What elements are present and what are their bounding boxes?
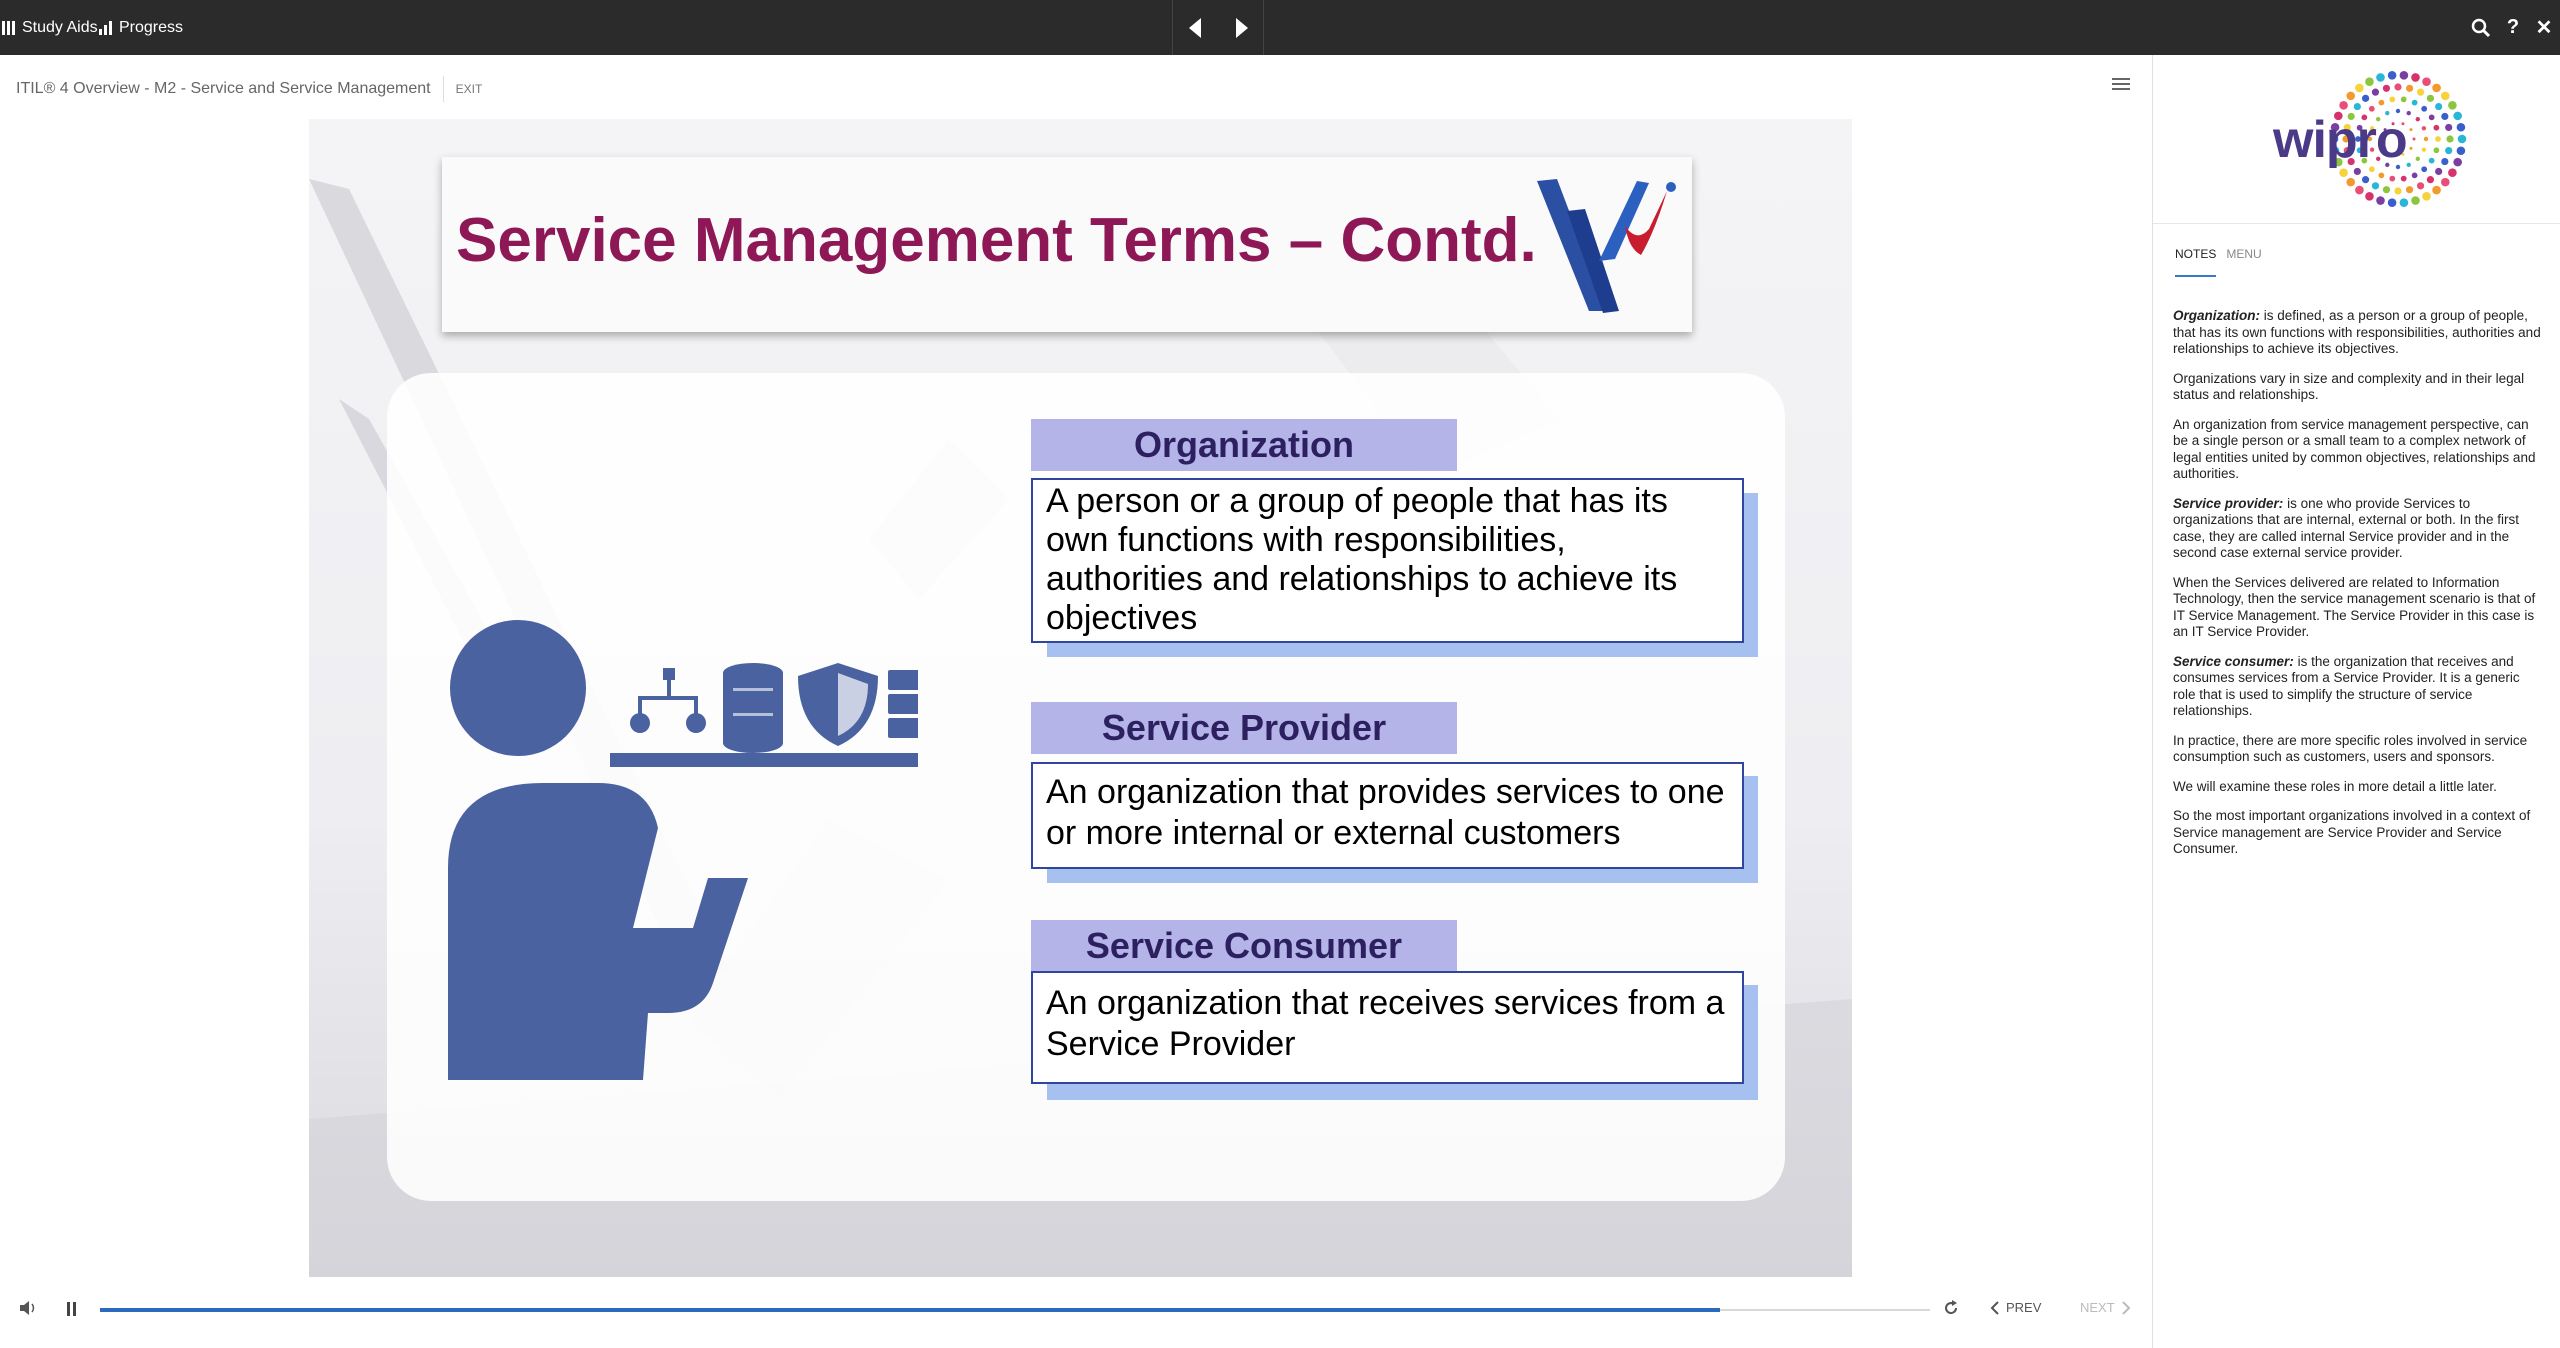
wipro-w-logo-icon	[1537, 171, 1687, 316]
tab-menu[interactable]: MENU	[2226, 247, 2262, 261]
logo-dot	[2400, 198, 2409, 207]
player-control-bar	[0, 1280, 2152, 1348]
logo-dot	[2411, 196, 2420, 205]
term-definition-service-provider: An organization that provides services to one or more internal or external customers	[1031, 762, 1744, 869]
triangle-left-icon	[1189, 18, 1203, 38]
logo-dot	[2365, 192, 2374, 201]
logo-dot	[2378, 100, 2384, 106]
chevron-left-icon	[1990, 1301, 2000, 1315]
replay-icon	[1943, 1300, 1959, 1316]
logo-area	[2153, 55, 2560, 224]
logo-dot	[2421, 166, 2427, 172]
study-aids-button[interactable]	[2, 0, 98, 55]
logo-dot	[2376, 73, 2385, 82]
logo-dot	[2453, 158, 2462, 167]
logo-dot	[2435, 168, 2442, 175]
logo-dot	[2445, 147, 2452, 154]
logo-dot	[2457, 123, 2466, 132]
logo-dot	[2372, 182, 2379, 189]
logo-dot	[2457, 146, 2466, 155]
logo-dot	[2409, 128, 2412, 131]
logo-dot	[2406, 85, 2413, 92]
logo-dot	[2376, 196, 2385, 205]
sidebar-tabs	[2175, 247, 2272, 277]
next-slide-button[interactable]	[1218, 0, 1263, 55]
help-button[interactable]	[2498, 0, 2528, 55]
course-title: ITIL® 4 Overview - M2 - Service and Service Management	[16, 80, 431, 97]
logo-dot	[2339, 101, 2348, 110]
note-paragraph: Service provider: is one who provide Services to organizations that are internal, external or both. In the first case, they are called internal Service provider and in the second case external service provider.	[2173, 495, 2519, 560]
logo-dot	[2346, 92, 2355, 101]
logo-dot	[2355, 84, 2364, 93]
note-paragraph: Service consumer: is the organization that receives and consumes services from a Service Provider. It is a generic role that is used to simplify the structure of service relationships.	[2173, 653, 2520, 718]
logo-dot	[2417, 182, 2424, 189]
logo-dot	[2422, 126, 2426, 130]
search-button[interactable]	[2466, 0, 2496, 55]
wipro-logo-text: wipro	[2273, 111, 2407, 169]
slide-title: Service Management Terms – Contd.	[456, 206, 1537, 275]
logo-dot	[2401, 176, 2407, 182]
service-person-icon	[448, 618, 918, 1080]
top-toolbar	[0, 0, 2560, 55]
logo-dot	[2441, 178, 2450, 187]
logo-dot	[2372, 89, 2379, 96]
logo-dot	[2427, 176, 2434, 183]
speaker-icon	[20, 1300, 38, 1316]
close-button[interactable]	[2529, 0, 2559, 55]
logo-dot	[2435, 103, 2442, 110]
logo-dot	[2424, 137, 2428, 141]
term-heading-organization: Organization	[1031, 419, 1457, 471]
prev-button[interactable]	[1990, 1300, 2041, 1315]
logo-dot	[2401, 97, 2407, 103]
logo-dot	[2413, 138, 2416, 141]
logo-dot	[2448, 101, 2457, 110]
logo-dot	[2429, 114, 2435, 120]
progress-button[interactable]	[99, 0, 183, 55]
previous-slide-button[interactable]	[1173, 0, 1218, 55]
pause-button[interactable]	[66, 1301, 78, 1321]
logo-dot	[2365, 77, 2374, 86]
logo-dot	[2383, 85, 2390, 92]
logo-dot	[2445, 124, 2452, 131]
logo-dot	[2394, 83, 2401, 90]
logo-dot	[2433, 125, 2439, 131]
search-icon	[2471, 18, 2491, 38]
logo-dot	[2378, 172, 2384, 178]
logo-dot	[2409, 147, 2412, 150]
study-aids-icon	[2, 19, 18, 37]
logo-dot	[2421, 106, 2427, 112]
logo-dot	[2433, 147, 2439, 153]
term-heading-service-provider: Service Provider	[1031, 702, 1457, 754]
logo-dot	[2362, 176, 2369, 183]
logo-dot	[2411, 73, 2420, 82]
term-definition-organization: A person or a group of people that has its own functions with responsibilities, authorities and relationships to achieve its objectives	[1031, 478, 1744, 643]
logo-dot	[2389, 176, 2395, 182]
note-paragraph: When the Services delivered are related to Information Technology, then the service management scenario is that of IT Service Management. The Service Provider in this case is an IT Service Provider.	[2173, 574, 2536, 639]
term-heading-service-consumer: Service Consumer	[1031, 920, 1457, 972]
progress-label: Progress	[119, 18, 184, 36]
logo-dot	[2427, 95, 2434, 102]
logo-dot	[2388, 198, 2397, 207]
logo-dot	[2453, 112, 2462, 121]
logo-dot	[2412, 172, 2418, 178]
breadcrumb	[16, 76, 482, 102]
logo-dot	[2435, 136, 2441, 142]
logo-dot	[2389, 97, 2395, 103]
note-paragraph: An organization from service management perspective, can be a single person or a small team to a complex network of legal entities united by common objectives, relationships and authorities.	[2173, 416, 2536, 481]
logo-dot	[2394, 187, 2401, 194]
note-paragraph: So the most important organizations involved in a context of Service management are Service Provider and Service Consumer.	[2173, 808, 2531, 856]
logo-dot	[2441, 158, 2448, 165]
logo-dot	[2422, 77, 2431, 86]
logo-dot	[2406, 186, 2413, 193]
logo-dot	[2429, 158, 2435, 164]
slide-nav	[1172, 0, 1264, 55]
progress-bars-icon	[99, 19, 115, 37]
term-definition-service-consumer: An organization that receives services from a Service Provider	[1031, 971, 1744, 1084]
logo-dot	[2407, 111, 2411, 115]
chevron-right-icon	[2121, 1301, 2131, 1315]
note-paragraph: Organizations vary in size and complexity and in their legal status and relationships.	[2173, 370, 2525, 402]
close-icon: ✕	[2535, 17, 2553, 39]
logo-dot	[2441, 92, 2450, 101]
next-label: NEXT	[2080, 1300, 2115, 1315]
hamburger-menu-icon[interactable]	[2112, 78, 2130, 92]
note-paragraph: We will examine these roles in more detail a little later.	[2173, 778, 2497, 794]
logo-dot	[2355, 186, 2364, 195]
logo-dot	[2458, 135, 2467, 144]
playback-progress-bar[interactable]	[100, 1309, 1930, 1311]
slide-canvas	[309, 119, 1852, 1277]
prev-label: PREV	[2006, 1300, 2042, 1315]
triangle-right-icon	[1234, 18, 1248, 38]
logo-dot	[2417, 89, 2424, 96]
replay-button[interactable]	[1943, 1300, 1959, 1320]
note-paragraph: Organization: is defined, as a person or a group of people, that has its own functions with responsibilities, authorities and relationships to achieve its objectives.	[2173, 308, 2541, 356]
logo-dot	[2432, 186, 2441, 195]
volume-button[interactable]	[20, 1300, 38, 1320]
logo-dot	[2388, 71, 2397, 80]
logo-dot	[2446, 135, 2453, 142]
divider	[443, 76, 444, 102]
logo-dot	[2383, 186, 2390, 193]
pause-icon	[66, 1301, 78, 1317]
next-button[interactable]	[2080, 1300, 2131, 1315]
logo-dot	[2416, 157, 2420, 161]
logo-dot	[2422, 192, 2431, 201]
logo-dot	[2346, 178, 2355, 187]
logo-dot	[2400, 71, 2409, 80]
logo-dot	[2362, 95, 2369, 102]
playback-progress-fill	[100, 1308, 1720, 1312]
help-icon: ?	[2506, 16, 2520, 38]
logo-dot	[2441, 113, 2448, 120]
note-paragraph: In practice, there are more specific roles involved in service consumption such as customers, users and sponsors.	[2173, 732, 2528, 764]
notes-text	[2173, 308, 2545, 871]
logo-dot	[2416, 117, 2420, 121]
tab-notes[interactable]: NOTES	[2175, 247, 2216, 277]
logo-dot	[2432, 84, 2441, 93]
logo-dot	[2412, 100, 2418, 106]
logo-dot	[2407, 163, 2411, 167]
notes-sidebar	[2152, 55, 2560, 1348]
study-aids-label: Study Aids	[22, 18, 98, 36]
slide-title-banner	[442, 157, 1692, 332]
logo-dot	[2448, 168, 2457, 177]
logo-dot	[2422, 148, 2426, 152]
exit-button[interactable]: EXIT	[455, 82, 483, 96]
